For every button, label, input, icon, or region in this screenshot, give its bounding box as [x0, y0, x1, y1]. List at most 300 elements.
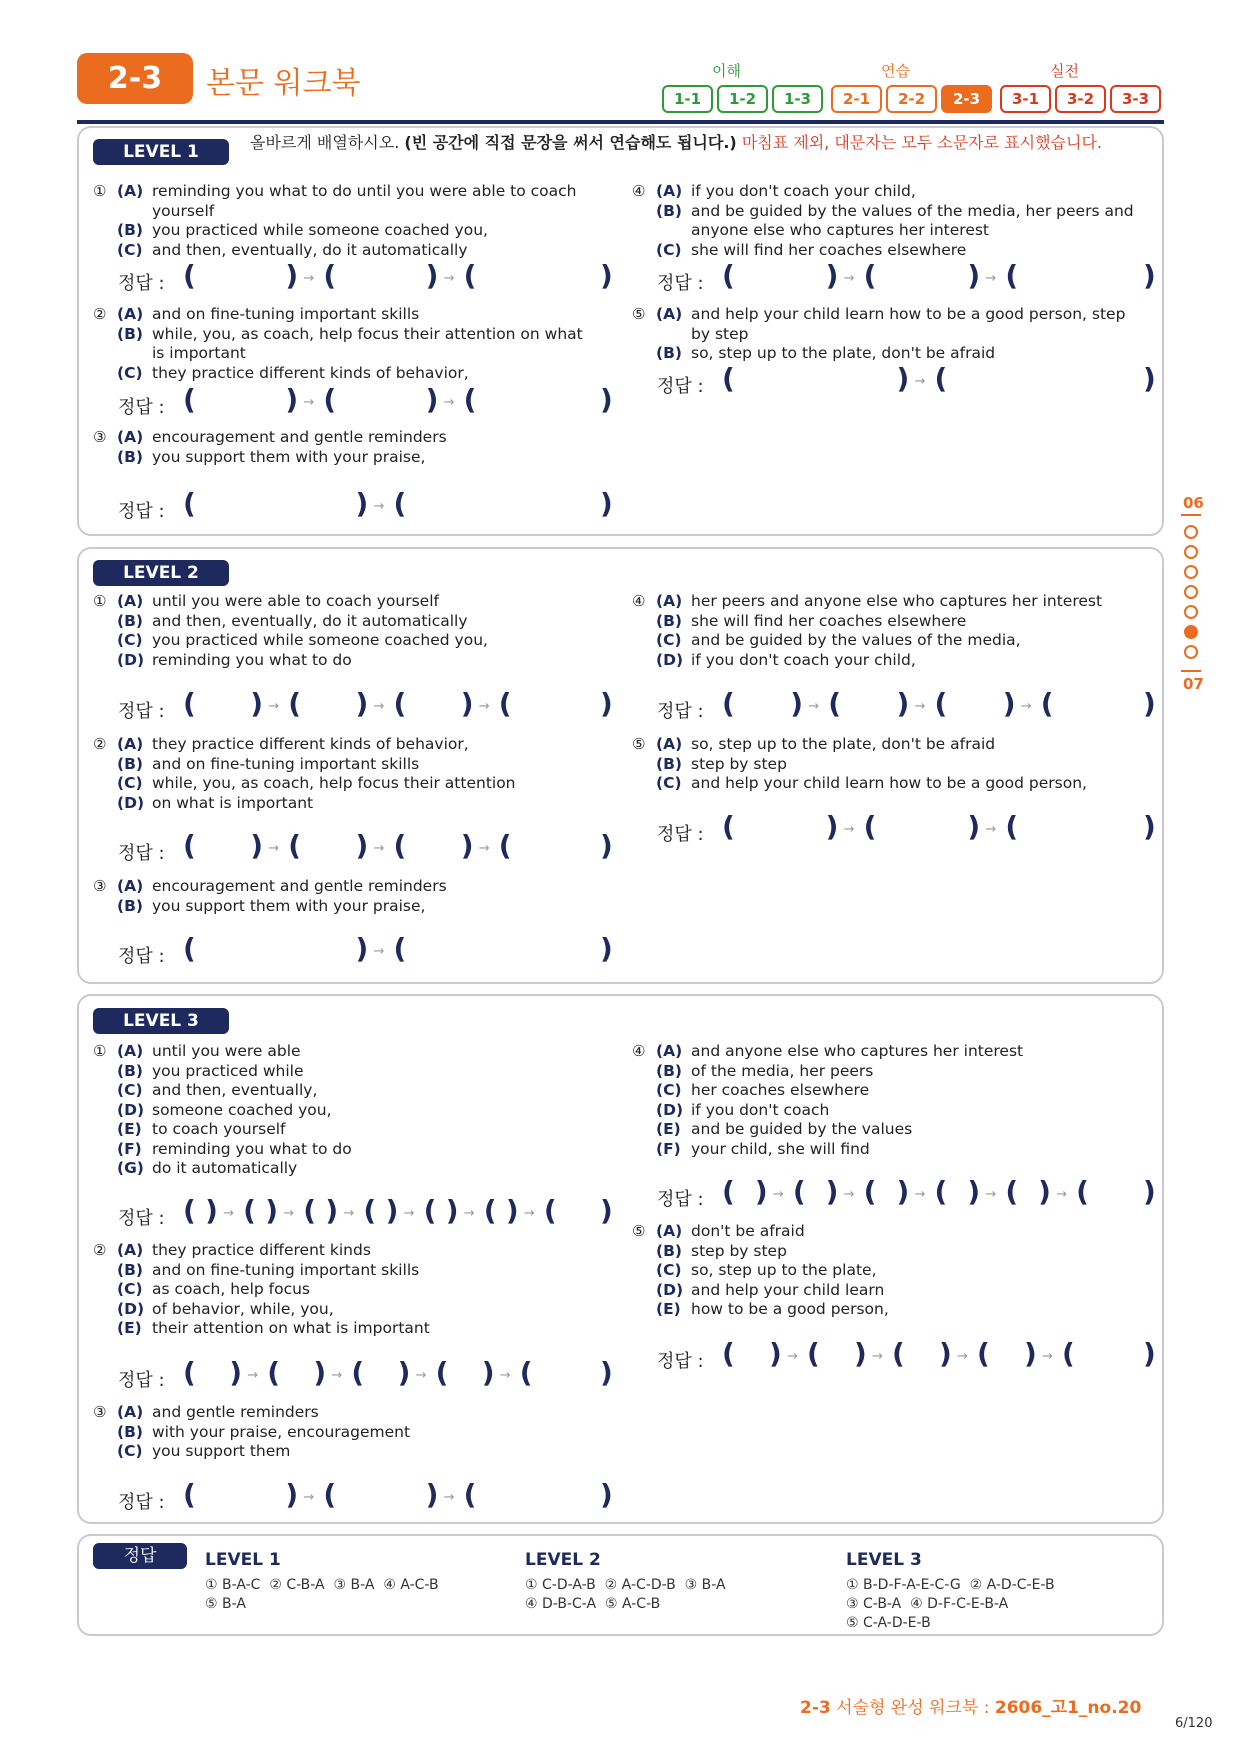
question-number: ② [93, 735, 107, 753]
arrow-icon: → [247, 1368, 259, 1383]
question-item [117, 1140, 613, 1160]
item-text: your child, she will find [691, 1139, 870, 1158]
blank-close-paren[interactable]: ) [754, 1175, 768, 1208]
level-3-question-1 [93, 1042, 613, 1179]
blank-open-paren[interactable]: ( [393, 932, 407, 965]
item-text: encouragement and gentle reminders [152, 877, 447, 895]
blank-open-paren[interactable]: ( [1076, 1175, 1089, 1208]
blank-open-paren[interactable]: ( [807, 1337, 820, 1370]
item-text: as coach, help focus [152, 1280, 310, 1298]
blank-close-paren[interactable]: ) [1143, 362, 1156, 395]
level-2-answer-2[interactable] [118, 829, 618, 865]
item-label: (B) [117, 221, 143, 239]
blank-close-paren[interactable]: ) [896, 687, 910, 720]
answer-label: 정답 : [118, 1208, 165, 1229]
question-items [656, 1222, 1152, 1320]
blank-open-paren[interactable]: ( [183, 487, 196, 520]
blank-open-paren[interactable]: ( [183, 932, 196, 965]
blank-close-paren[interactable]: ) [1038, 1175, 1051, 1208]
blank-open-paren[interactable]: ( [977, 1337, 990, 1370]
blank-open-paren[interactable]: ( [351, 1356, 365, 1389]
blank-open-paren[interactable]: ( [393, 829, 407, 862]
blank-close-paren[interactable]: ) [854, 1337, 867, 1370]
item-label: (A) [117, 592, 144, 610]
blank-close-paren[interactable]: ) [397, 1356, 411, 1389]
blank-open-paren[interactable]: ( [863, 259, 877, 292]
arrow-icon: → [872, 1349, 883, 1364]
question-item [117, 1319, 613, 1339]
item-text: reminding you what to do [152, 650, 352, 669]
level-3-answer-2[interactable] [118, 1356, 618, 1392]
level-2-question-1 [93, 592, 613, 670]
blank-open-paren[interactable]: ( [722, 810, 735, 843]
item-text: you practiced while someone coached you, [152, 631, 488, 649]
blank-open-paren[interactable]: ( [828, 687, 842, 720]
question-number: ⑤ [632, 735, 646, 753]
question-item [656, 1140, 1152, 1160]
nav-tab-2-3[interactable]: 2-3 [941, 85, 992, 113]
blank-open-paren[interactable]: ( [363, 1194, 377, 1227]
blank-open-paren[interactable]: ( [863, 810, 877, 843]
question-item [117, 364, 613, 384]
blank-open-paren[interactable]: ( [722, 362, 735, 395]
answer-label: 정답 : [657, 376, 704, 397]
blank-open-paren[interactable]: ( [463, 259, 477, 292]
item-label: (C) [656, 240, 682, 259]
level-3-question-4 [632, 1042, 1152, 1159]
blank-close-paren[interactable]: ) [1024, 1337, 1037, 1370]
blank-close-paren[interactable]: ) [790, 687, 804, 720]
item-text: of behavior, while, you, [152, 1299, 334, 1318]
blank-open-paren[interactable]: ( [1005, 810, 1019, 843]
item-text: and be guided by the values of the media, her peers and [691, 201, 1134, 220]
blank-open-paren[interactable]: ( [863, 1175, 877, 1208]
question-item [117, 897, 613, 917]
question-item [117, 428, 613, 448]
blank-close-paren[interactable]: ) [285, 383, 299, 416]
blank-open-paren[interactable]: ( [323, 259, 337, 292]
blank-close-paren[interactable]: ) [481, 1356, 495, 1389]
blank-close-paren[interactable]: ) [1143, 810, 1156, 843]
side-dot [1184, 585, 1198, 599]
blank-close-paren[interactable]: ) [229, 1356, 242, 1389]
arrow-icon: → [303, 395, 315, 410]
arrow-icon: → [1020, 699, 1032, 714]
blank-close-paren[interactable]: ) [967, 1175, 981, 1208]
item-text: while, you, as coach, help focus their attention [152, 774, 516, 792]
question-item [656, 182, 1152, 202]
answer-label: 정답 : [118, 1492, 165, 1513]
answer-key-label: 정답 [93, 1543, 187, 1569]
question-number: ① [93, 1042, 107, 1060]
blank-close-paren[interactable]: ) [250, 687, 264, 720]
blank-close-paren[interactable]: ) [600, 487, 613, 520]
blank-open-paren[interactable]: ( [183, 829, 196, 862]
nav-tab-1-2[interactable]: 1-2 [717, 85, 768, 113]
arrow-icon: → [523, 1206, 535, 1221]
blank-open-paren[interactable]: ( [183, 259, 196, 292]
side-dot-current [1184, 625, 1198, 639]
level-2-answer-5[interactable] [657, 810, 1161, 846]
question-item [117, 1241, 613, 1261]
side-page-end: 07 [1183, 675, 1204, 693]
nav-tab-1-1[interactable]: 1-1 [662, 85, 713, 113]
level-3-answer-3[interactable] [118, 1478, 618, 1514]
item-label: (B) [656, 1061, 682, 1080]
blank-open-paren[interactable]: ( [934, 687, 948, 720]
item-label: (C) [117, 774, 143, 792]
blank-open-paren[interactable]: ( [243, 1194, 256, 1227]
question-number: ④ [632, 592, 646, 610]
nav-tab-3-3[interactable]: 3-3 [1110, 85, 1161, 113]
level-2-answer-1[interactable] [118, 687, 618, 723]
level-1-answer-5[interactable] [657, 362, 1161, 398]
blank-open-paren[interactable]: ( [393, 687, 407, 720]
blank-open-paren[interactable]: ( [722, 1337, 735, 1370]
answer-label: 정답 : [657, 1351, 704, 1372]
item-label: (A) [656, 735, 683, 753]
blank-open-paren[interactable]: ( [183, 1478, 196, 1511]
nav-tab-2-2[interactable]: 2-2 [886, 85, 937, 113]
arrow-icon: → [443, 395, 455, 410]
question-item [656, 631, 1152, 651]
item-label: (A) [117, 1403, 144, 1421]
item-label: (B) [656, 611, 682, 630]
question-item [117, 1042, 613, 1062]
nav-tab-3-2[interactable]: 3-2 [1055, 85, 1106, 113]
blank-open-paren[interactable]: ( [1040, 687, 1054, 720]
blank-close-paren[interactable]: ) [445, 1194, 459, 1227]
arrow-icon: → [787, 1349, 798, 1364]
question-number: ③ [93, 1403, 107, 1421]
item-text: with your praise, encouragement [152, 1422, 411, 1441]
blank-open-paren[interactable]: ( [183, 687, 196, 720]
item-label: (F) [117, 1139, 142, 1158]
item-text: and then, eventually, [152, 1081, 318, 1099]
blank-close-paren[interactable]: ) [355, 829, 369, 862]
blank-close-paren[interactable]: ) [769, 1337, 782, 1370]
question-items [117, 1241, 613, 1339]
answer-label: 정답 : [118, 397, 165, 418]
blank-close-paren[interactable]: ) [967, 259, 981, 292]
blank-open-paren[interactable]: ( [267, 1356, 280, 1389]
item-text-continued: by step [691, 324, 749, 343]
blank-close-paren[interactable]: ) [355, 487, 369, 520]
item-text: and on fine-tuning important skills [152, 1260, 420, 1279]
arrow-icon: → [1042, 1349, 1053, 1364]
answer-key-level-2-title: LEVEL 2 [525, 1550, 601, 1570]
item-text: they practice different kinds of behavior, [152, 735, 469, 753]
item-text: reminding you what to do [152, 1139, 352, 1158]
question-number: ⑤ [632, 305, 646, 323]
item-label: (A) [117, 1042, 144, 1060]
question-item [656, 1062, 1152, 1082]
side-rule-top [1181, 514, 1201, 516]
item-text: and on fine-tuning important skills [152, 305, 420, 323]
blank-open-paren[interactable]: ( [288, 829, 302, 862]
level-3-answer-1[interactable] [118, 1194, 618, 1230]
blank-close-paren[interactable]: ) [1143, 687, 1156, 720]
item-label: (D) [117, 1299, 145, 1318]
level-2-answer-4[interactable] [657, 687, 1161, 723]
level-3-answer-5[interactable] [657, 1337, 1161, 1373]
question-item [117, 448, 613, 468]
blank-close-paren[interactable]: ) [825, 810, 839, 843]
question-item [117, 241, 613, 261]
level-1-answer-4[interactable] [657, 259, 1161, 295]
level-1-answer-1[interactable] [118, 259, 618, 295]
item-text: encouragement and gentle reminders [152, 428, 447, 446]
item-label: (A) [656, 592, 683, 610]
blank-open-paren[interactable]: ( [1062, 1337, 1075, 1370]
question-items [117, 1042, 613, 1179]
side-dot [1184, 645, 1198, 659]
item-text-continued: anyone else who captures her interest [691, 221, 990, 239]
blank-open-paren[interactable]: ( [722, 687, 735, 720]
blank-close-paren[interactable]: ) [1143, 259, 1156, 292]
question-items [117, 182, 613, 260]
item-text: and be guided by the values [691, 1120, 913, 1138]
blank-open-paren[interactable]: ( [463, 1478, 477, 1511]
blank-open-paren[interactable]: ( [463, 383, 477, 416]
blank-close-paren[interactable]: ) [825, 259, 839, 292]
item-label: (B) [117, 1061, 143, 1080]
blank-open-paren[interactable]: ( [722, 259, 735, 292]
question-item [117, 1423, 613, 1443]
level-2-question-3 [93, 877, 613, 916]
item-label: (C) [656, 1261, 682, 1279]
blank-open-paren[interactable]: ( [483, 1194, 497, 1227]
question-item [117, 1159, 613, 1179]
answer-key-level-2-line: ① C-D-A-B ② A-C-D-B ③ B-A [525, 1577, 726, 1593]
blank-open-paren[interactable]: ( [543, 1194, 557, 1227]
item-text: someone coached you, [152, 1100, 332, 1119]
item-label: (G) [117, 1159, 144, 1177]
item-label: (E) [656, 1300, 681, 1318]
blank-close-paren[interactable]: ) [600, 1194, 613, 1227]
blank-open-paren[interactable]: ( [792, 1175, 806, 1208]
level-2-question-4 [632, 592, 1152, 670]
blank-close-paren[interactable]: ) [425, 259, 439, 292]
blank-close-paren[interactable]: ) [355, 932, 369, 965]
item-label: (B) [117, 1260, 143, 1279]
question-item [117, 1442, 613, 1462]
blank-open-paren[interactable]: ( [892, 1337, 905, 1370]
question-item [117, 651, 613, 671]
question-items [117, 428, 613, 467]
blank-open-paren[interactable]: ( [323, 1478, 337, 1511]
blank-open-paren[interactable]: ( [1005, 259, 1019, 292]
item-label: (C) [656, 774, 682, 792]
blank-close-paren[interactable]: ) [967, 810, 981, 843]
item-text: and gentle reminders [152, 1403, 319, 1421]
item-label: (D) [656, 650, 684, 669]
blank-open-paren[interactable]: ( [435, 1356, 449, 1389]
question-item [656, 241, 1152, 261]
question-item [117, 221, 613, 241]
blank-open-paren[interactable]: ( [498, 687, 512, 720]
item-label: (D) [117, 793, 145, 812]
arrow-icon: → [914, 699, 926, 714]
blank-open-paren[interactable]: ( [934, 1175, 948, 1208]
blank-open-paren[interactable]: ( [183, 1356, 196, 1389]
blank-close-paren[interactable]: ) [285, 259, 299, 292]
level-1-answer-3[interactable] [118, 487, 618, 523]
question-item [117, 305, 613, 325]
blank-close-paren[interactable]: ) [600, 1478, 613, 1511]
arrow-icon: → [772, 1187, 784, 1202]
level-1-question-2 [93, 305, 613, 383]
level-1-badge: LEVEL 1 [93, 139, 229, 165]
item-text: they practice different kinds [152, 1241, 371, 1259]
side-dot [1184, 545, 1198, 559]
blank-close-paren[interactable]: ) [355, 687, 369, 720]
level-3-badge: LEVEL 3 [93, 1008, 229, 1034]
answer-label: 정답 : [118, 273, 165, 294]
blank-open-paren[interactable]: ( [498, 829, 512, 862]
blank-close-paren[interactable]: ) [1143, 1337, 1156, 1370]
level-2-answer-3[interactable] [118, 932, 618, 968]
blank-close-paren[interactable]: ) [425, 1478, 439, 1511]
blank-close-paren[interactable]: ) [600, 383, 613, 416]
question-item [117, 1062, 613, 1082]
blank-close-paren[interactable]: ) [505, 1194, 519, 1227]
nav-tab-2-1[interactable]: 2-1 [831, 85, 882, 113]
blank-close-paren[interactable]: ) [460, 687, 474, 720]
blank-close-paren[interactable]: ) [600, 829, 613, 862]
arrow-icon: → [843, 822, 855, 837]
blank-open-paren[interactable]: ( [519, 1356, 533, 1389]
item-text: step by step [691, 754, 787, 773]
blank-close-paren[interactable]: ) [939, 1337, 952, 1370]
blank-open-paren[interactable]: ( [423, 1194, 437, 1227]
blank-close-paren[interactable]: ) [250, 829, 264, 862]
question-number: ① [93, 182, 107, 200]
question-item [117, 592, 613, 612]
item-label: (B) [117, 324, 143, 343]
blank-close-paren[interactable]: ) [285, 1478, 299, 1511]
blank-close-paren[interactable]: ) [313, 1356, 327, 1389]
item-text: she will find her coaches elsewhere [691, 611, 967, 630]
question-number: ① [93, 592, 107, 610]
arrow-icon: → [914, 374, 926, 389]
blank-close-paren[interactable]: ) [600, 932, 613, 965]
blank-close-paren[interactable]: ) [600, 259, 613, 292]
item-text: they practice different kinds of behavior, [152, 363, 469, 382]
question-item [117, 325, 613, 364]
answer-label: 정답 : [118, 701, 165, 722]
answer-label: 정답 : [118, 843, 165, 864]
level-3-answer-4[interactable] [657, 1175, 1161, 1211]
blank-close-paren[interactable]: ) [825, 1175, 839, 1208]
question-item [117, 1120, 613, 1140]
side-rule-bottom [1181, 670, 1201, 672]
blank-open-paren[interactable]: ( [323, 383, 337, 416]
item-label: (B) [656, 754, 682, 773]
blank-open-paren[interactable]: ( [393, 487, 407, 520]
blank-open-paren[interactable]: ( [183, 1194, 196, 1227]
blank-close-paren[interactable]: ) [205, 1194, 218, 1227]
blank-open-paren[interactable]: ( [288, 687, 302, 720]
question-items [656, 735, 1152, 794]
blank-close-paren[interactable]: ) [325, 1194, 339, 1227]
question-item [656, 1120, 1152, 1140]
blank-close-paren[interactable]: ) [896, 1175, 910, 1208]
item-text-continued: yourself [152, 201, 215, 220]
level-1-question-3 [93, 428, 613, 467]
answer-label: 정답 : [657, 1189, 704, 1210]
blank-open-paren[interactable]: ( [722, 1175, 735, 1208]
level-2-question-2 [93, 735, 613, 813]
question-items [117, 1403, 613, 1462]
level-1-question-4 [632, 182, 1152, 260]
blank-open-paren[interactable]: ( [303, 1194, 317, 1227]
answer-key-level-3-line: ⑤ C-A-D-E-B [846, 1615, 931, 1631]
item-text: their attention on what is important [152, 1319, 430, 1337]
blank-close-paren[interactable]: ) [460, 829, 474, 862]
item-label: (C) [117, 631, 143, 649]
item-label: (A) [117, 877, 144, 895]
item-text: and help your child learn how to be a good person, step [691, 305, 1126, 323]
blank-close-paren[interactable]: ) [425, 383, 439, 416]
side-dot [1184, 525, 1198, 539]
header-divider [77, 120, 1164, 124]
question-item [656, 1222, 1152, 1242]
blank-close-paren[interactable]: ) [385, 1194, 399, 1227]
arrow-icon: → [443, 271, 455, 286]
level-3-question-3 [93, 1403, 613, 1462]
section-badge: 2-3 [77, 53, 193, 104]
question-number: ⑤ [632, 1222, 646, 1240]
answer-label: 정답 : [118, 501, 165, 522]
item-label: (D) [656, 1280, 684, 1299]
footer-title: 2-3 서술형 완성 워크북 : 2606_고1_no.20 [800, 1698, 1142, 1718]
arrow-icon: → [283, 1206, 295, 1221]
question-item [117, 774, 613, 794]
arrow-icon: → [373, 499, 385, 514]
level-1-answer-2[interactable] [118, 383, 618, 419]
blank-close-paren[interactable]: ) [265, 1194, 279, 1227]
instructions: 올바르게 배열하시오. (빈 공간에 직접 문장을 써서 연습해도 됩니다.) 마침표 제외, 대문자는 모두 소문자로 표시했습니다. [250, 133, 1102, 152]
item-label: (A) [656, 1222, 683, 1240]
item-label: (A) [656, 182, 683, 200]
nav-tab-3-1[interactable]: 3-1 [1000, 85, 1051, 113]
answer-key-level-1-title: LEVEL 1 [205, 1550, 281, 1570]
question-number: ③ [93, 428, 107, 446]
blank-close-paren[interactable]: ) [600, 1356, 613, 1389]
blank-open-paren[interactable]: ( [1005, 1175, 1019, 1208]
blank-close-paren[interactable]: ) [600, 687, 613, 720]
blank-close-paren[interactable]: ) [1002, 687, 1016, 720]
arrow-icon: → [843, 271, 855, 286]
item-text: you practiced while someone coached you, [152, 221, 488, 239]
blank-open-paren[interactable]: ( [183, 383, 196, 416]
blank-open-paren[interactable]: ( [934, 362, 948, 395]
arrow-icon: → [303, 1490, 315, 1505]
blank-close-paren[interactable]: ) [896, 362, 910, 395]
question-item [656, 1300, 1152, 1320]
answer-key-level-3-line: ③ C-B-A ④ D-F-C-E-B-A [846, 1596, 1009, 1612]
blank-close-paren[interactable]: ) [1143, 1175, 1156, 1208]
item-label: (B) [656, 344, 682, 362]
arrow-icon: → [373, 699, 385, 714]
item-text: of the media, her peers [691, 1061, 874, 1080]
nav-tab-1-3[interactable]: 1-3 [772, 85, 823, 113]
item-label: (A) [117, 305, 144, 323]
item-label: (B) [117, 754, 143, 773]
question-items [117, 592, 613, 670]
item-text: if you don't coach your child, [691, 650, 916, 669]
